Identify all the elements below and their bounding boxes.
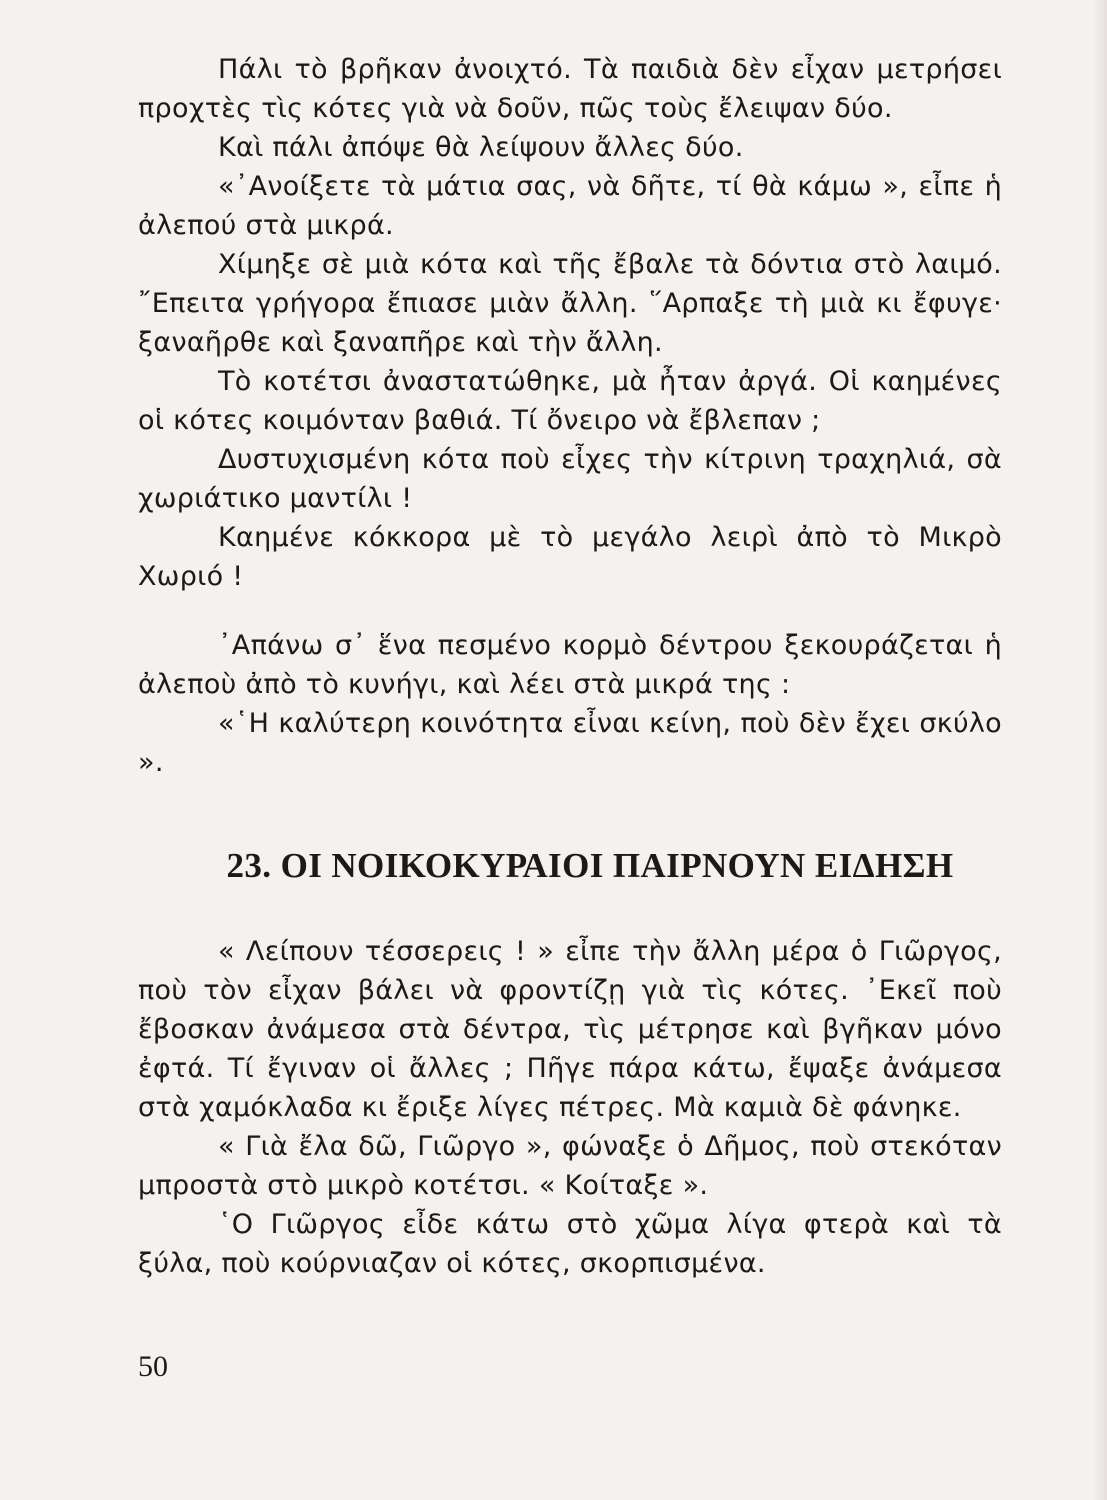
paragraph: «῾Η καλύτερη κοινότητα εἶναι κείνη, ποὺ δὲν ἔχει σκύλο ».	[138, 708, 1002, 778]
paragraph: Τὸ κοτέτσι ἀναστατώθηκε, μὰ ἦταν ἀργά. Οἱ καημένες οἱ κότες κοιμόνταν βαθιά. Τί ὄνειρο νὰ ἔβλεπαν ;	[138, 366, 1002, 436]
paragraph: Δυστυχισμένη κότα ποὺ εἶχες τὴν κίτρινη τραχηλιά, σὰ χωριάτικο μαντίλι !	[138, 444, 1002, 514]
heading-gap	[138, 888, 1002, 932]
text-block	[138, 50, 1002, 1283]
section-gap	[138, 782, 1002, 844]
chapter-heading: 23. ΟΙ ΝΟΙΚΟΚΥΡΑΙΟΙ ΠΑΙΡΝΟΥΝ ΕΙΔΗΣΗ	[226, 846, 954, 885]
paragraph: « Λείπουν τέσσερεις ! » εἶπε τὴν ἄλλη μέρα ὁ Γιῶργος, ποὺ τὸν εἶχαν βάλει νὰ φροντίζῃ γιὰ τὶς κότες. ᾽Εκεῖ ποὺ ἔβοσκαν ἀνάμεσα στὰ δέντρα, τὶς μέτρησε καὶ βγῆκαν μόνο ἐφτά. Τί ἔγιναν οἱ ἄλλες ; Πῆγε πάρα κάτω, ἔψαξε ἀνάμεσα στὰ χαμόκλαδα κι ἔριξε λίγες πέτρες. Μὰ καμιὰ δὲ φάνηκε.	[138, 936, 1002, 1123]
paragraph: Καημένε κόκκορα μὲ τὸ μεγάλο λειρὶ ἀπὸ τὸ Μικρὸ Χωριό !	[138, 522, 1002, 592]
section-gap	[138, 596, 1002, 626]
paragraph: Χίμηξε σὲ μιὰ κότα καὶ τῆς ἔβαλε τὰ δόντια στὸ λαιμό. ῎Επειτα γρήγορα ἔπιασε μιὰν ἄλλη. ῞Αρπαξε τὴ μιὰ κι ἔφυγε· ξαναῆρθε καὶ ξαναπῆρε καὶ τὴν ἄλλη.	[138, 249, 1002, 358]
paragraph: Καὶ πάλι ἀπόψε θὰ λείψουν ἄλλες δύο.	[218, 132, 744, 163]
paragraph: ᾽Απάνω σ᾽ ἕνα πεσμένο κορμὸ δέντρου ξεκουράζεται ἡ ἀλεποὺ ἀπὸ τὸ κυνήγι, καὶ λέει στὰ μικρά της :	[138, 630, 1002, 700]
page-number: 50	[138, 1350, 168, 1383]
paragraph: « Γιὰ ἔλα δῶ, Γιῶργο », φώναξε ὁ Δῆμος, ποὺ στεκόταν μπροστὰ στὸ μικρὸ κοτέτσι. « Κοίταξε ».	[138, 1131, 1002, 1201]
paragraph: Πάλι τὸ βρῆκαν ἀνοιχτό. Τὰ παιδιὰ δὲν εἶχαν μετρήσει προχτὲς τὶς κότες γιὰ νὰ δοῦν, πῶς τοὺς ἔλειψαν δύο.	[138, 54, 1002, 124]
paragraph: «᾽Ανοίξετε τὰ μάτια σας, νὰ δῆτε, τί θὰ κάμω », εἶπε ἡ ἀλεπού στὰ μικρά.	[138, 171, 1002, 241]
paragraph: ῾Ο Γιῶργος εἶδε κάτω στὸ χῶμα λίγα φτερὰ καὶ τὰ ξύλα, ποὺ κούρνιαζαν οἱ κότες, σκορπισμένα.	[138, 1209, 1002, 1279]
page-gutter-shadow	[1093, 0, 1107, 1500]
